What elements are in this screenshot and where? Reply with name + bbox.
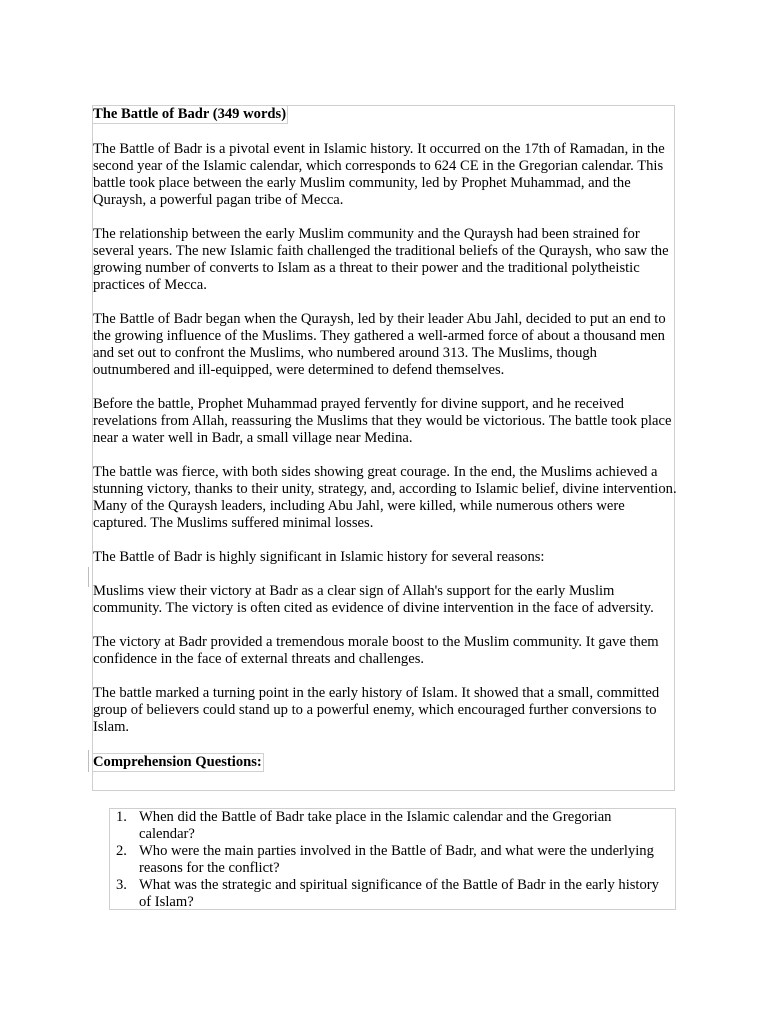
article-body — [93, 106, 677, 772]
question-item — [110, 809, 670, 843]
margin-marker — [88, 567, 89, 587]
question-list — [110, 809, 670, 911]
question-item — [110, 843, 670, 877]
paragraph: The battle marked a turning point in the early history of Islam. It showed that a small, committed group of believers could stand up to a powerful enemy, which encouraged further conversions to Islam. — [93, 685, 660, 735]
paragraph: The relationship between the early Muslim community and the Quraysh had been strained for several years. The new Islamic faith challenged the traditional beliefs of the Quraysh, who saw the growing number of converts to Islam as a threat to their power and the traditional polytheistic practices of Mecca. — [93, 226, 669, 293]
margin-marker — [88, 750, 89, 772]
paragraph: Muslims view their victory at Badr as a clear sign of Allah's support for the early Muslim community. The victory is often cited as evidence of divine intervention in the face of adversity. — [93, 583, 654, 616]
comprehension-heading: Comprehension Questions: — [93, 754, 262, 770]
comprehension-heading-row — [93, 753, 677, 772]
question-number: 1. — [116, 809, 127, 825]
paragraph: Before the battle, Prophet Muhammad prayed fervently for divine support, and he received revelations from Allah, reassuring the Muslims that they would be victorious. The battle took place near a water well in Badr, a small village near Medina. — [93, 396, 672, 446]
question-text: Who were the main parties involved in the Battle of Badr, and what were the underlying reasons for the conflict? — [139, 843, 654, 876]
question-number: 3. — [116, 877, 127, 893]
article-title: The Battle of Badr (349 words) — [93, 106, 287, 122]
paragraph: The battle was fierce, with both sides showing great courage. In the end, the Muslims achieved a stunning victory, thanks to their unity, strategy, and, according to Islamic belief, divine intervention. Many of the Quraysh leaders, including Abu Jahl, were killed, while numerous others were captured. The Muslims suffered minimal losses. — [93, 464, 677, 531]
question-item — [110, 877, 670, 911]
paragraph: The victory at Badr provided a tremendous morale boost to the Muslim community. It gave them confidence in the face of external threats and challenges. — [93, 634, 659, 667]
question-text: What was the strategic and spiritual significance of the Battle of Badr in the early history of Islam? — [139, 877, 659, 910]
paragraph: The Battle of Badr is a pivotal event in Islamic history. It occurred on the 17th of Ramadan, in the second year of the Islamic calendar, which corresponds to 624 CE in the Gregorian calendar. This battle took place between the early Muslim community, led by Prophet Muhammad, and the Quraysh, a powerful pagan tribe of Mecca. — [93, 141, 665, 208]
question-text: When did the Battle of Badr take place in the Islamic calendar and the Gregorian calendar? — [139, 809, 612, 842]
paragraph: The Battle of Badr began when the Quraysh, led by their leader Abu Jahl, decided to put an end to the growing influence of the Muslims. They gathered a well-armed force of about a thousand men and set out to confront the Muslims, who numbered around 313. The Muslims, though outnumbered and ill-equipped, were determined to defend themselves. — [93, 311, 666, 378]
paragraph: The Battle of Badr is highly significant in Islamic history for several reasons: — [93, 549, 545, 565]
question-number: 2. — [116, 843, 127, 859]
